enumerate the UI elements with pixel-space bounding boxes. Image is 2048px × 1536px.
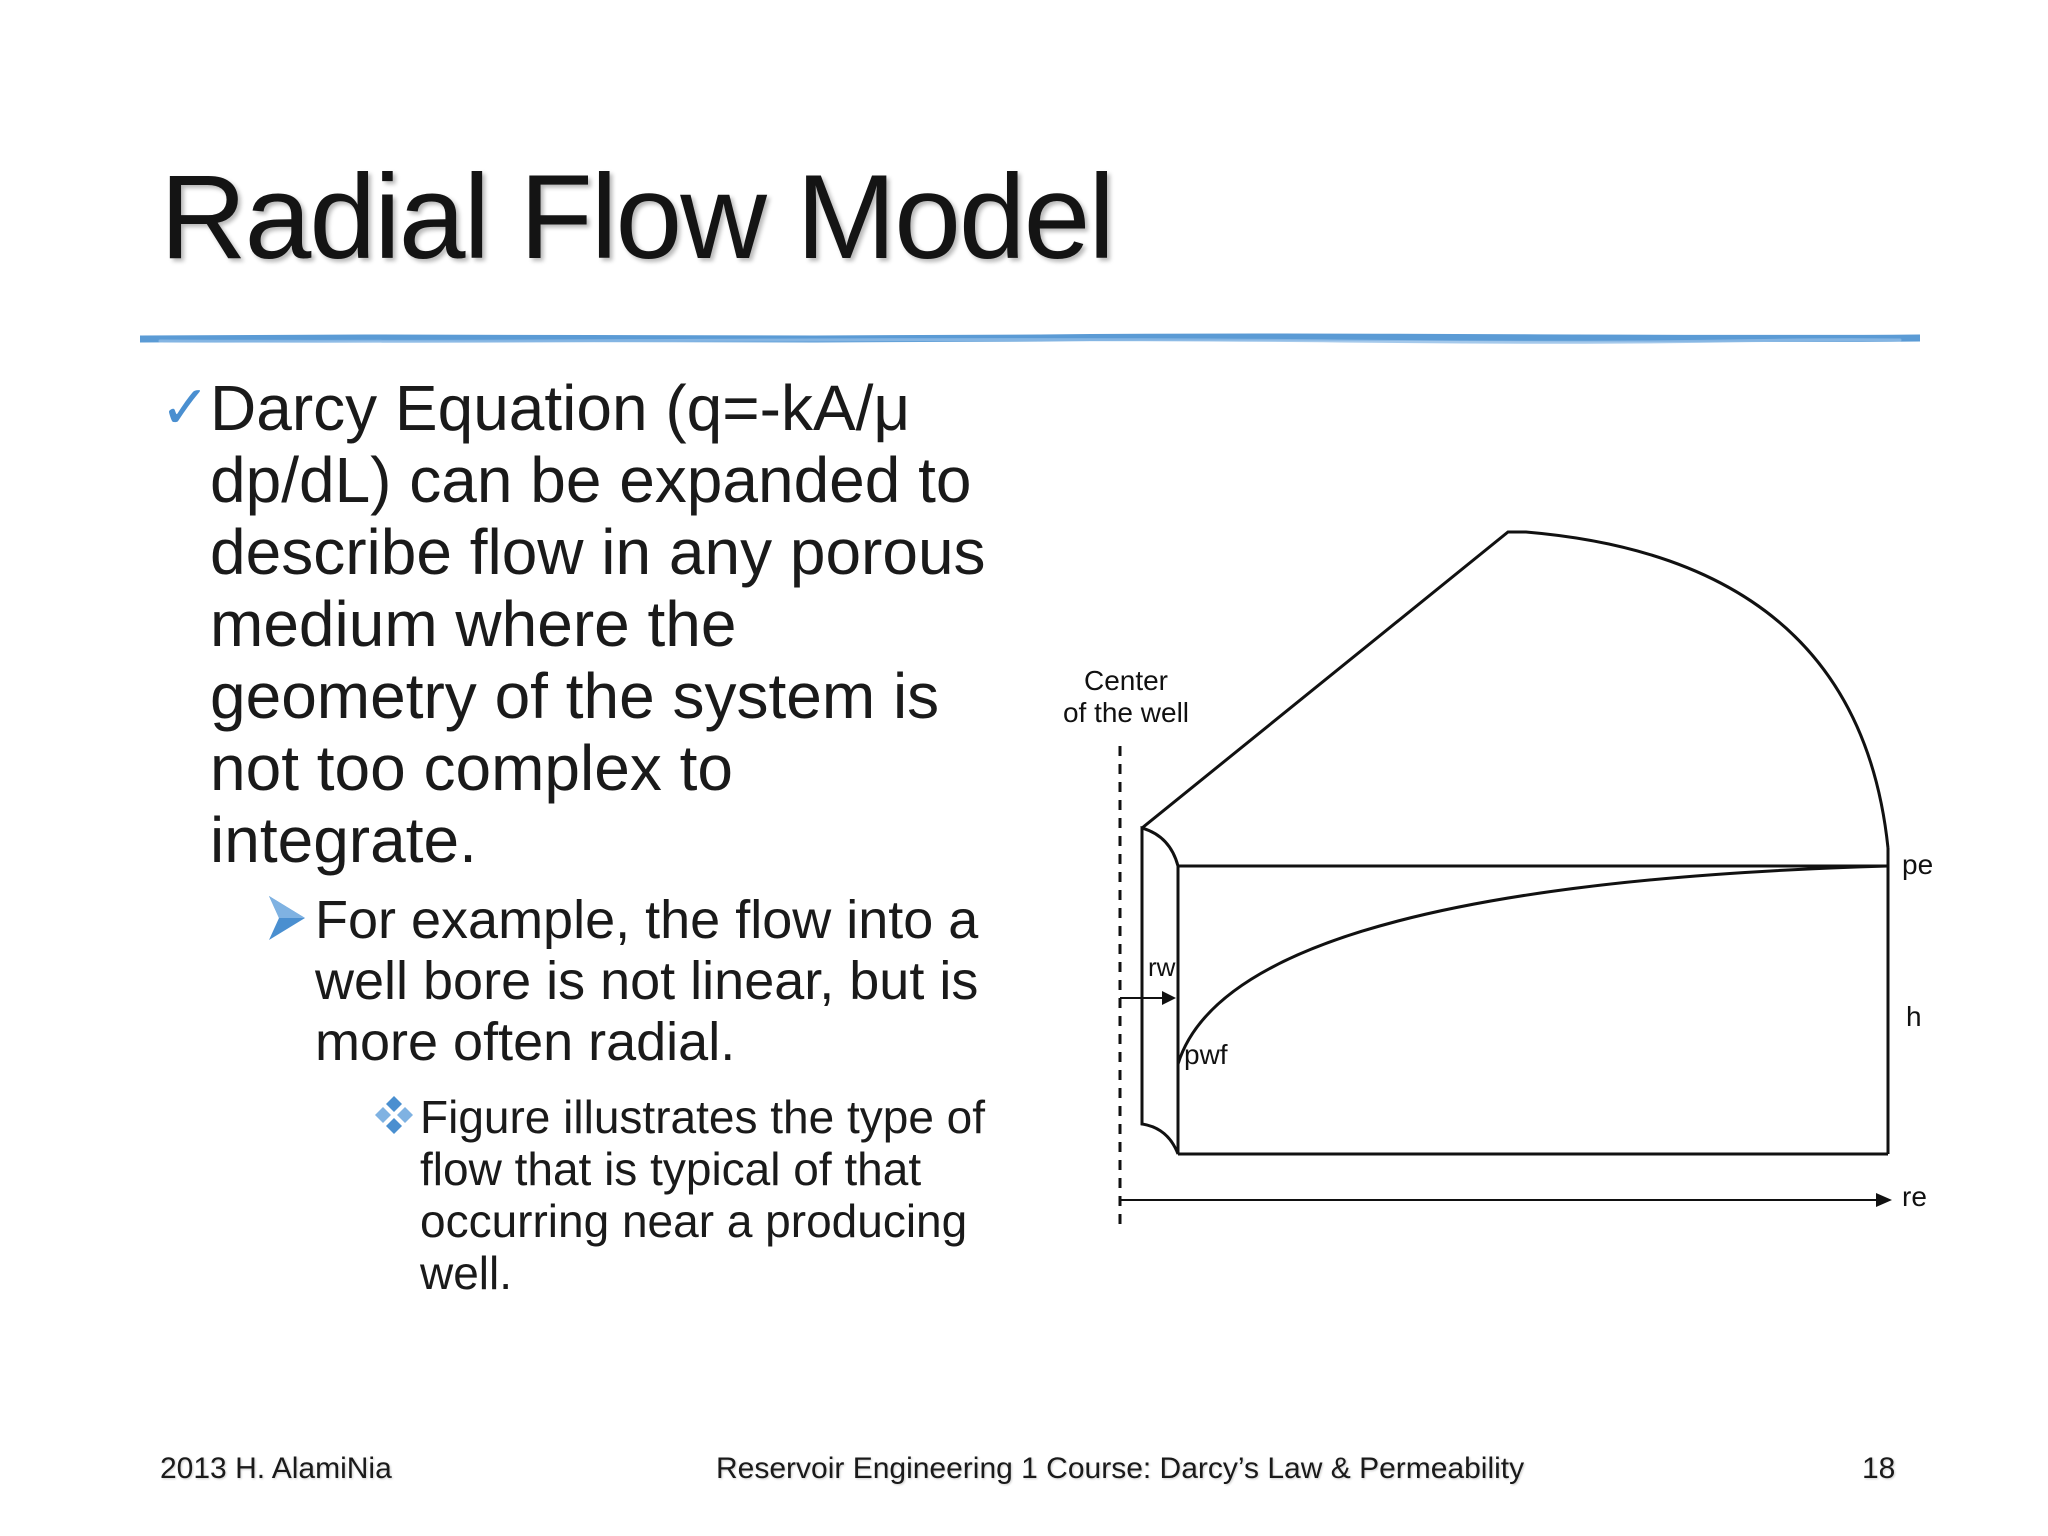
- re-arrow-head: [1876, 1193, 1892, 1207]
- diamond-cluster-icon: [374, 1095, 414, 1135]
- bullet-level1-text: Darcy Equation (q=-kA/μ dp/dL) can be expanded to describe flow in any porous medium where the geometry of the system is not too complex to integrate.: [210, 372, 986, 876]
- pe-label: pe: [1902, 849, 1934, 880]
- footer-author: 2013 H. AlamiNia: [160, 1452, 392, 1485]
- bullet-level1: [160, 372, 1000, 876]
- bullet-level2-text: For example, the flow into a well bore is not linear, but is more often radial.: [315, 890, 979, 1072]
- title-underline: [140, 332, 1920, 346]
- bullet-level3-text: Figure illustrates the type of flow that is typical of that occurring near a producing well.: [420, 1091, 986, 1299]
- rw-arrow-head: [1162, 991, 1176, 1005]
- rw-label: rw: [1148, 952, 1176, 982]
- footer-page-number: 18: [1862, 1452, 1896, 1485]
- re-label: re: [1902, 1181, 1927, 1212]
- center-label-line1: Center: [1083, 665, 1169, 696]
- slide-body: [160, 372, 1000, 1299]
- footer-course: Reservoir Engineering 1 Course: Darcy’s Law & Permeability: [716, 1452, 1525, 1485]
- figure-outline-top: [1142, 532, 1888, 848]
- center-label-line2: of the well: [1062, 697, 1190, 728]
- figure-wellbore: [1142, 828, 1178, 1154]
- pwf-label: pwf: [1184, 1039, 1228, 1070]
- bullet-level2: [265, 890, 1000, 1073]
- bullet-level3: [370, 1091, 1000, 1299]
- checkmark-icon: ✓: [160, 374, 211, 441]
- h-label: h: [1906, 1001, 1922, 1032]
- pressure-curve: [1178, 866, 1888, 1064]
- arrow-bullet-icon: [265, 892, 309, 944]
- slide-title: Radial Flow Model: [160, 150, 1114, 284]
- radial-flow-figure: [1040, 500, 1960, 1260]
